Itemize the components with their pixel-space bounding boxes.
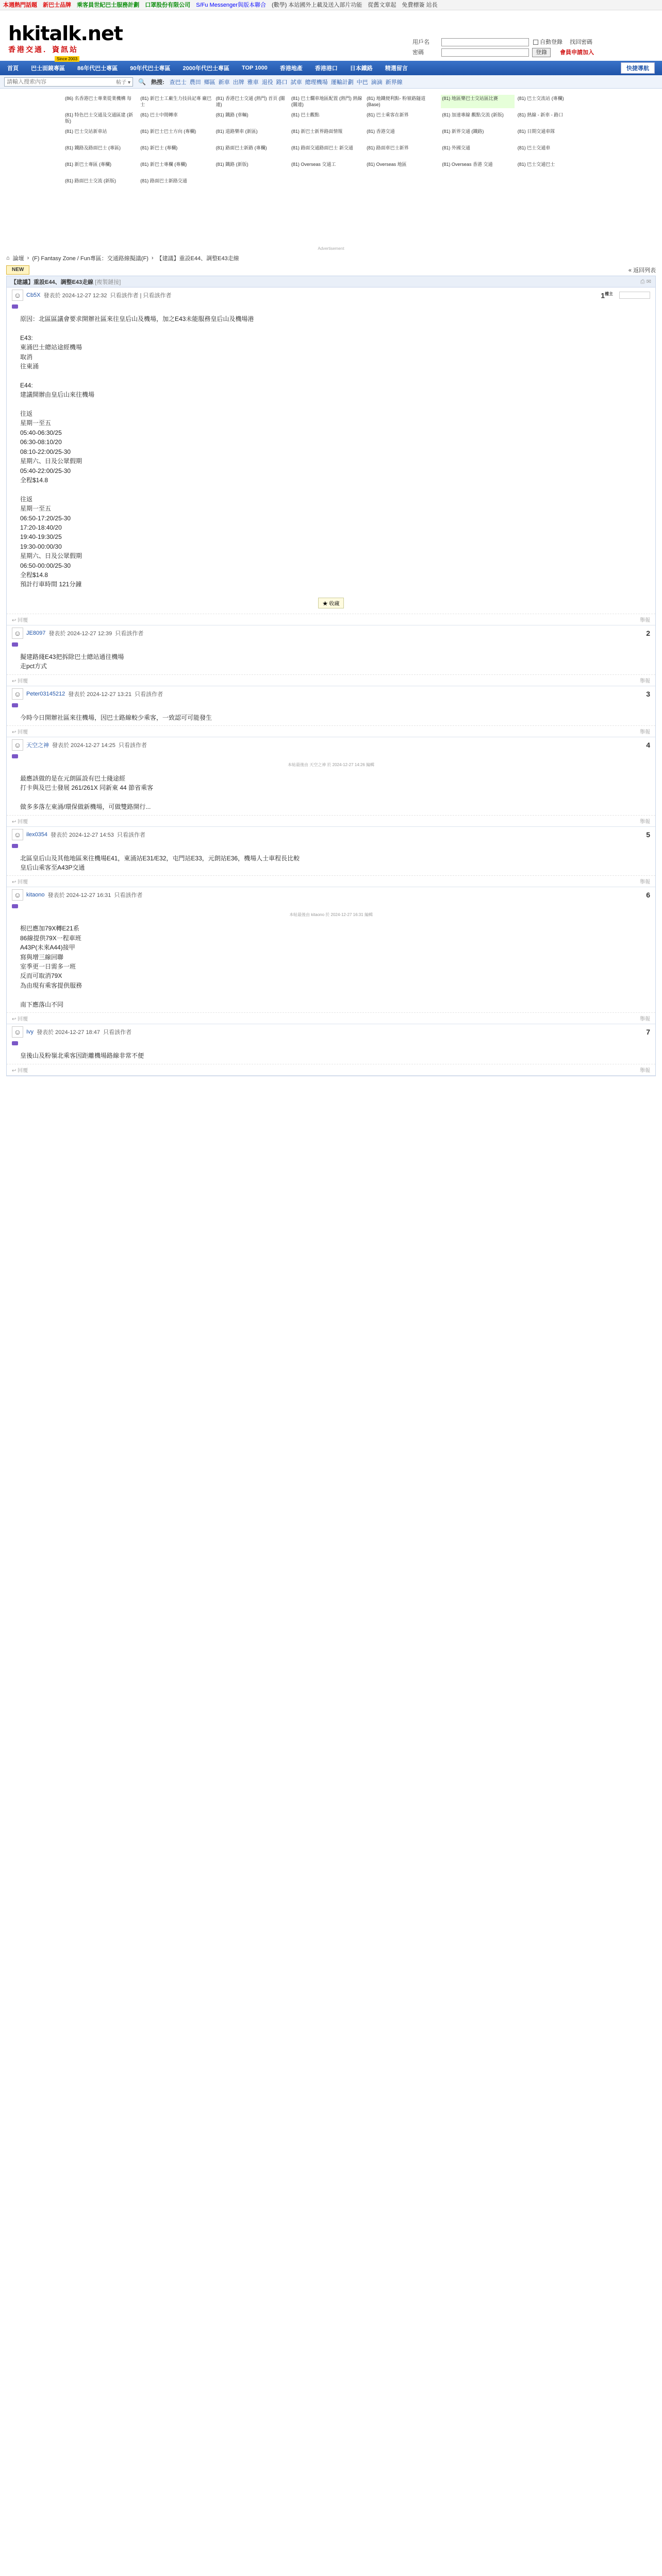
post-content: 最應該做的是在元朗區設有巴士綫途經 打卡與及巴士發展 261/261X 同新東 44 節省乘客 做多多落左東涌/環保做新機場，可做雙路開行... [20, 775, 154, 811]
forum-link-grid [64, 95, 590, 191]
post-time: 發表於 2024-12-27 14:53 [50, 832, 114, 838]
post-number[interactable]: $1^{樓主}$ [601, 291, 613, 300]
reply-icon: ↩ [12, 1067, 16, 1074]
post-number[interactable]: 3 [646, 689, 650, 698]
forum-link-14[interactable]: (81) 巴士交站新車站 [65, 129, 107, 134]
search-icon[interactable]: 🔍 [138, 78, 146, 86]
topbar-link-0[interactable]: 本週熱門話題 [3, 2, 37, 8]
avatar[interactable] [12, 628, 23, 639]
mail-icon[interactable]: ✉ [646, 278, 651, 285]
topbar-link-6[interactable]: 從舊文章起 [368, 2, 396, 8]
forgot-password-link[interactable]: 找回密碼 [570, 39, 592, 45]
remember-label: 自動登錄 [540, 39, 562, 45]
back-arrow-icon: « [628, 267, 632, 274]
user-icon: ☺ [13, 689, 22, 698]
post-content: 北區皇后山及其他地區來往機場E41，東涌站E31/E32，屯門站E33，元朗站E36，機場人士車程長比較 皇后山乘客至A43P交通 [20, 854, 300, 872]
forum-link-5[interactable]: (81) 地區樂巴士交站區比賽 [441, 95, 514, 108]
forum-link-4[interactable]: (81) 地鐵便利點- 粉嶺路隧道 (Base) [367, 96, 426, 107]
forum-link-24[interactable]: (81) 路面交通路面巴士 新交通 [291, 145, 353, 150]
forum-link-27[interactable]: (81) 巴士交通車 [517, 145, 551, 150]
forum-link-36[interactable]: (81) 路面巴士新路交通 [140, 178, 187, 183]
post-username[interactable]: Peter03145212 [26, 690, 65, 697]
logo-badge: Since 2003 [55, 56, 79, 62]
forum-link-1[interactable]: (81) 新巴士工廠生力技員記專 廠巴士 [140, 96, 212, 107]
user-icon: ☺ [13, 1028, 22, 1037]
user-icon: ☺ [13, 891, 22, 900]
hotword-13[interactable]: 新界線 [385, 79, 403, 86]
topbar-link-7[interactable]: 免費標簽 站長 [402, 2, 438, 8]
logo-text: hkitalk.net [8, 22, 123, 45]
username-input[interactable] [441, 38, 529, 46]
post-body [7, 310, 655, 592]
nav-item-8[interactable]: 日本鐵路 [350, 65, 373, 72]
site-logo[interactable] [8, 24, 123, 62]
forum-link-22[interactable]: (81) 新巴士 (專欄) [140, 145, 178, 150]
post [7, 686, 655, 737]
post-content: 根巴應加79X轉E21系 86線提供79X一程車班 A43P(未來A44)接甲 寫與增三線回聯 室季更一日需多一班 反而可取消79X 為由現有乘客提供服務 南下應落山不同 [20, 925, 82, 1008]
forum-link-29[interactable]: (81) 新巴士專欄 (專欄) [140, 162, 187, 167]
nav-item-3[interactable]: 90年代巴士專區 [130, 65, 171, 72]
reply-icon: ↩ [12, 730, 16, 735]
report-link[interactable]: 舉報 [640, 617, 650, 623]
post-footer [7, 725, 655, 737]
forum-link-10[interactable]: (81) 巴士觀點 [291, 112, 320, 117]
site-header [0, 10, 662, 61]
thread-title: 【建議】重設E44、調整E43走線 [複製鏈接] [11, 279, 121, 285]
post-header [7, 686, 655, 702]
breadcrumb-item-2[interactable]: 【建議】重設E44、調整E43走線 [156, 256, 239, 262]
forum-link-13[interactable]: (81) 熱線 - 新車 - 路口 [517, 112, 564, 117]
forum-link-11[interactable]: (81) 巴士乘客在新界 [367, 112, 409, 117]
avatar[interactable] [12, 829, 23, 840]
post-header [7, 287, 655, 303]
post-number[interactable]: 7 [646, 1028, 650, 1037]
report-link[interactable]: 舉報 [640, 1016, 650, 1023]
post [7, 887, 655, 1024]
post [7, 737, 655, 827]
new-thread-button[interactable]: NEW [6, 265, 29, 275]
forum-link-21[interactable]: (81) 鐵路及路面巴士 (專區) [65, 145, 121, 150]
post-number[interactable]: 4 [646, 741, 650, 749]
logo-subtitle: 香港交通．資訊站 [8, 45, 78, 54]
hotword-8[interactable]: 試車 [290, 79, 302, 86]
post-body [7, 709, 655, 725]
forum-link-18[interactable]: (81) 香港交通 [367, 129, 395, 134]
post-time: 發表於 2024-12-27 18:47 [37, 1029, 100, 1036]
post-meta[interactable]: 只看該作者 [103, 1029, 131, 1036]
hotword-6[interactable]: 退役 [261, 79, 273, 86]
forum-link-6[interactable]: (81) 巴士交流站 (專欄) [517, 96, 564, 101]
nav-item-1[interactable]: 巴士面鏡專區 [31, 65, 65, 72]
breadcrumb-item-1[interactable]: (F) Fantasy Zone / Fun專區：交通路線擬議(F) [32, 256, 148, 262]
topbar-link-5[interactable]: (數學) 本站國外上載及送入部片功能 [272, 2, 362, 8]
post-content: 今時今日開辦社區來往機場，因巴士路線較少乘客，一致認可可能發生 [20, 714, 212, 721]
forum-link-7[interactable]: (81) 特色巴士交通及交通區建 (新版) [65, 112, 134, 124]
post-header [7, 625, 655, 641]
hotword-11[interactable]: 中巴 [356, 79, 368, 86]
topbar-link-2[interactable]: 乘客員世紀巴士服務計劃 [77, 2, 140, 8]
forum-link-31[interactable]: (81) Overseas 交通工 [291, 162, 336, 167]
hotword-4[interactable]: 出牌 [233, 79, 244, 86]
report-link[interactable]: 舉報 [640, 730, 650, 735]
register-link[interactable]: 會員申請加入 [560, 49, 594, 56]
post-badges [7, 641, 655, 648]
post [7, 1024, 655, 1075]
rank-badge-icon [12, 642, 18, 647]
post-content: 原因：北區區議會要求開辦社區來往皇后山及機場，加之E43未能服務皇后山及機場港 E43: 東涌巴士總站途經機場 取消 往東涌 E44: 建議開辦由皇后山來往機場 往返 星期一至五 05:40-06:30/25 06:30-08:10/20 08:10-22:00/25-30 星期六、日及公眾假期 05:40-22:00/25-30 全程$14.8 往返 星期一至五 06:50-17:20/25-30 17:20-18:40/20 19:40-19:30/25 19:30-00:00/30 星期六、日及公眾假期 06:50-00:00/25-30 全程$14.8 預計行車時間 121分鐘 [20, 315, 254, 588]
ad-label: Advertisement [318, 246, 344, 251]
report-link[interactable]: 舉報 [640, 879, 650, 886]
forum-link-12[interactable]: (81) 加速專線 觀點交流 (新版) [442, 112, 504, 117]
thread-action-bar [6, 265, 656, 275]
forum-link-32[interactable]: (81) Overseas 地區 [367, 162, 407, 167]
nav-item-0[interactable]: 首頁 [7, 65, 19, 72]
hotword-10[interactable]: 運輸計劃 [330, 79, 354, 86]
post-header [7, 1024, 655, 1040]
forum-link-16[interactable]: (81) 道路樂車 (新區) [216, 129, 258, 134]
reply-link[interactable]: ↩ 回覆 [12, 1016, 28, 1023]
avatar[interactable] [12, 739, 23, 751]
post-footer [7, 674, 655, 686]
post-list [7, 287, 655, 1076]
nav-item-4[interactable]: 2000年代巴士專區 [183, 65, 229, 72]
post-footer [7, 1064, 655, 1075]
nav-item-5[interactable]: TOP 1000 [241, 65, 268, 71]
post [7, 827, 655, 888]
search-type-select[interactable]: 帖子 ▾ [116, 80, 130, 86]
forum-link-0[interactable]: (86) 名香港巴士專業從業機構 每 [65, 96, 132, 101]
post-footer [7, 875, 655, 887]
reply-link[interactable]: ↩ 回覆 [12, 1067, 28, 1074]
back-to-list-link[interactable]: « 返回列表 [628, 267, 656, 274]
post-time: 發表於 2024-12-27 14:25 [52, 742, 115, 749]
post [7, 287, 655, 625]
post-footer [7, 1012, 655, 1024]
post-badges [7, 1040, 655, 1047]
post-time: 發表於 2024-12-27 16:31 [47, 892, 111, 899]
nav-item-6[interactable]: 香港地產 [279, 65, 303, 72]
forum-link-9[interactable]: (81) 鐵路 (車輛) [216, 112, 249, 117]
top-announcement-bar [0, 0, 662, 10]
jump-floor-input[interactable] [619, 292, 650, 299]
post-body [7, 648, 655, 674]
search-input[interactable] [7, 79, 110, 85]
post-content: 擬建路綫E43把拆除巴士總站通往機場 走pct方式 [20, 653, 124, 670]
topbar-link-3[interactable]: 口罩股份有限公司 [145, 2, 191, 8]
post-username[interactable]: kitaono [26, 892, 45, 899]
nav-item-9[interactable]: 精選留言 [385, 65, 408, 72]
forum-link-15[interactable]: (81) 新巴士巴士方向 (專欄) [140, 129, 196, 134]
edit-note: 本帖最後由 天空之神 於 2024-12-27 14:26 編輯 [287, 762, 375, 767]
login-panel [412, 37, 594, 58]
post-header [7, 827, 655, 842]
post-badges [7, 903, 655, 910]
user-icon: ☺ [13, 830, 22, 839]
forum-link-26[interactable]: (81) 外國交通 [442, 145, 470, 150]
star-icon: ★ [322, 601, 328, 607]
post-badges [7, 702, 655, 709]
avatar[interactable] [12, 1026, 23, 1038]
post-header [7, 887, 655, 903]
post-meta[interactable]: 只看該作者 [135, 691, 163, 698]
ad-banner [143, 198, 519, 244]
user-icon: ☺ [13, 741, 22, 749]
rank-badge-icon [12, 1041, 18, 1045]
hotword-7[interactable]: 路口 [276, 79, 288, 86]
main-nav [0, 61, 662, 75]
post-time: 發表於 2024-12-27 13:21 [68, 691, 132, 698]
reply-icon: ↩ [12, 819, 16, 825]
rank-badge-icon [12, 304, 18, 309]
forum-link-3[interactable]: (81) 巴士爛車地區配置 (熱門) 熱線 (關連) [291, 96, 362, 107]
nav-item-2[interactable]: 86年代巴士專區 [77, 65, 118, 72]
post-number[interactable]: 2 [646, 629, 650, 637]
avatar[interactable] [12, 889, 23, 901]
hotword-0[interactable]: 查巴士 [169, 79, 187, 86]
post-header [7, 737, 655, 753]
post-body [7, 850, 655, 876]
forum-link-17[interactable]: (81) 新巴士新界路面情報 [291, 129, 343, 134]
post-meta[interactable]: 只看該作者 | 只看該作者 [110, 293, 172, 299]
login-button[interactable]: 登錄 [532, 48, 551, 57]
avatar[interactable] [12, 688, 23, 700]
user-icon: ☺ [13, 291, 22, 299]
reply-link[interactable]: ↩ 回覆 [12, 678, 28, 684]
reply-icon: ↩ [12, 617, 16, 623]
print-icon[interactable]: ⎙ [640, 278, 645, 285]
report-link[interactable]: 舉報 [640, 819, 650, 825]
post-meta[interactable]: 只看該作者 [118, 742, 147, 749]
post-badges [7, 303, 655, 310]
forum-link-30[interactable]: (81) 鐵路 (新版) [216, 162, 249, 167]
post [7, 625, 655, 686]
reply-link[interactable]: ↩ 回覆 [12, 879, 28, 886]
username-label: 用戶名 [412, 39, 429, 45]
edit-note: 本帖最後由 kitaono 於 2024-12-27 16:31 編輯 [289, 912, 373, 918]
reply-link[interactable]: ↩ 回覆 [12, 617, 28, 623]
post-meta[interactable]: 只看該作者 [114, 892, 143, 899]
post-number[interactable]: 5 [646, 830, 650, 839]
thread-tools [640, 278, 651, 285]
forum-link-34[interactable]: (81) 巴士交通巴士 [517, 162, 555, 167]
forum-link-35[interactable]: (81) 路面巴士交流 (新版) [65, 178, 117, 183]
rank-badge-icon [12, 844, 18, 848]
post-time: 發表於 2024-12-27 12:32 [43, 293, 107, 299]
search-bar [0, 75, 662, 89]
post-username[interactable]: JE8097 [26, 630, 46, 636]
quick-nav-button[interactable]: 快捷導航 [621, 62, 655, 74]
post-badges [7, 753, 655, 760]
post-username[interactable]: 天空之神 [26, 742, 49, 749]
hotwords-list [170, 78, 406, 86]
post-number[interactable]: 6 [646, 891, 650, 900]
post-meta[interactable]: 只看該作者 [115, 630, 144, 637]
report-link[interactable]: 舉報 [640, 678, 650, 684]
reply-icon: ↩ [12, 879, 16, 886]
password-input[interactable] [441, 48, 529, 57]
reply-link[interactable]: ↩ 回覆 [12, 819, 28, 825]
password-label: 密碼 [412, 49, 424, 56]
forum-link-2[interactable]: (81) 香港巴士交通 (熱門) 首頁 (關連) [216, 96, 285, 107]
topbar-link-4[interactable]: S/Fu Messenger與版本聯合 [196, 2, 266, 8]
hotword-12[interactable]: 滴滴 [371, 79, 383, 86]
rank-badge-icon [12, 703, 18, 707]
hotword-3[interactable]: 新車 [218, 79, 230, 86]
post-badges [7, 842, 655, 850]
post-body [7, 770, 655, 815]
forum-link-25[interactable]: (81) 路面車巴士新界 [367, 145, 409, 150]
post-meta[interactable]: 只看該作者 [117, 832, 145, 838]
favorite-button[interactable]: ★ 收藏 [318, 598, 344, 608]
rank-badge-icon [12, 904, 18, 908]
search-box [4, 77, 133, 87]
thread-header [7, 276, 655, 287]
hotwords-label: 熱搜: [151, 79, 164, 86]
forum-link-23[interactable]: (81) 路面巴士新路 (專欄) [216, 145, 267, 150]
reply-link[interactable]: ↩ 回覆 [12, 730, 28, 735]
report-link[interactable]: 舉報 [640, 1067, 650, 1074]
checkbox-box [533, 40, 538, 45]
hotword-5[interactable]: 雅車 [247, 79, 259, 86]
chevron-down-icon: ▾ [127, 80, 130, 86]
breadcrumb: ⌂ 論壇 › (F) Fantasy Zone / Fun專區：交通路線擬議(F) › 【建議】重設E44、調整E43走線 [6, 255, 239, 262]
post-footer [7, 614, 655, 625]
forum-link-20[interactable]: (81) 日期交通車隊 [517, 129, 555, 134]
hotword-1[interactable]: 農田 [189, 79, 201, 86]
forum-link-33[interactable]: (81) Overseas 香港 交通 [442, 162, 493, 167]
avatar[interactable] [12, 290, 23, 301]
topbar-link-1[interactable]: 新巴士品牌 [43, 2, 72, 8]
post-username[interactable]: Ivy [26, 1029, 34, 1036]
forum-link-8[interactable]: (81) 巴士中間轉車 [140, 112, 178, 117]
reply-icon: ↩ [12, 678, 16, 684]
nav-item-7[interactable]: 香港港口 [315, 65, 338, 72]
remember-checkbox[interactable] [533, 38, 562, 46]
post-body [7, 920, 655, 1012]
forum-link-19[interactable]: (81) 新界交通 (鐵路) [442, 129, 484, 134]
post-footer [7, 815, 655, 826]
post-time: 發表於 2024-12-27 12:39 [48, 630, 112, 637]
hotword-9[interactable]: 總理機場 [305, 79, 328, 86]
forum-link-28[interactable]: (81) 新巴士專區 (專欄) [65, 162, 112, 167]
rank-badge-icon [12, 754, 18, 758]
thread-container [6, 276, 656, 1076]
user-icon: ☺ [13, 629, 22, 637]
post-body [7, 1047, 655, 1063]
breadcrumb-item-0[interactable]: 論壇 [12, 256, 24, 262]
hotword-2[interactable]: 鄉區 [204, 79, 216, 86]
post-username[interactable]: ilex0354 [26, 831, 47, 838]
reply-icon: ↩ [12, 1016, 16, 1023]
home-icon[interactable]: ⌂ [6, 255, 10, 261]
post-username[interactable]: Cb5X [26, 292, 41, 298]
post-content: 皇後山及粉嶺北乘客因距離機場路線非常不便 [20, 1052, 144, 1060]
